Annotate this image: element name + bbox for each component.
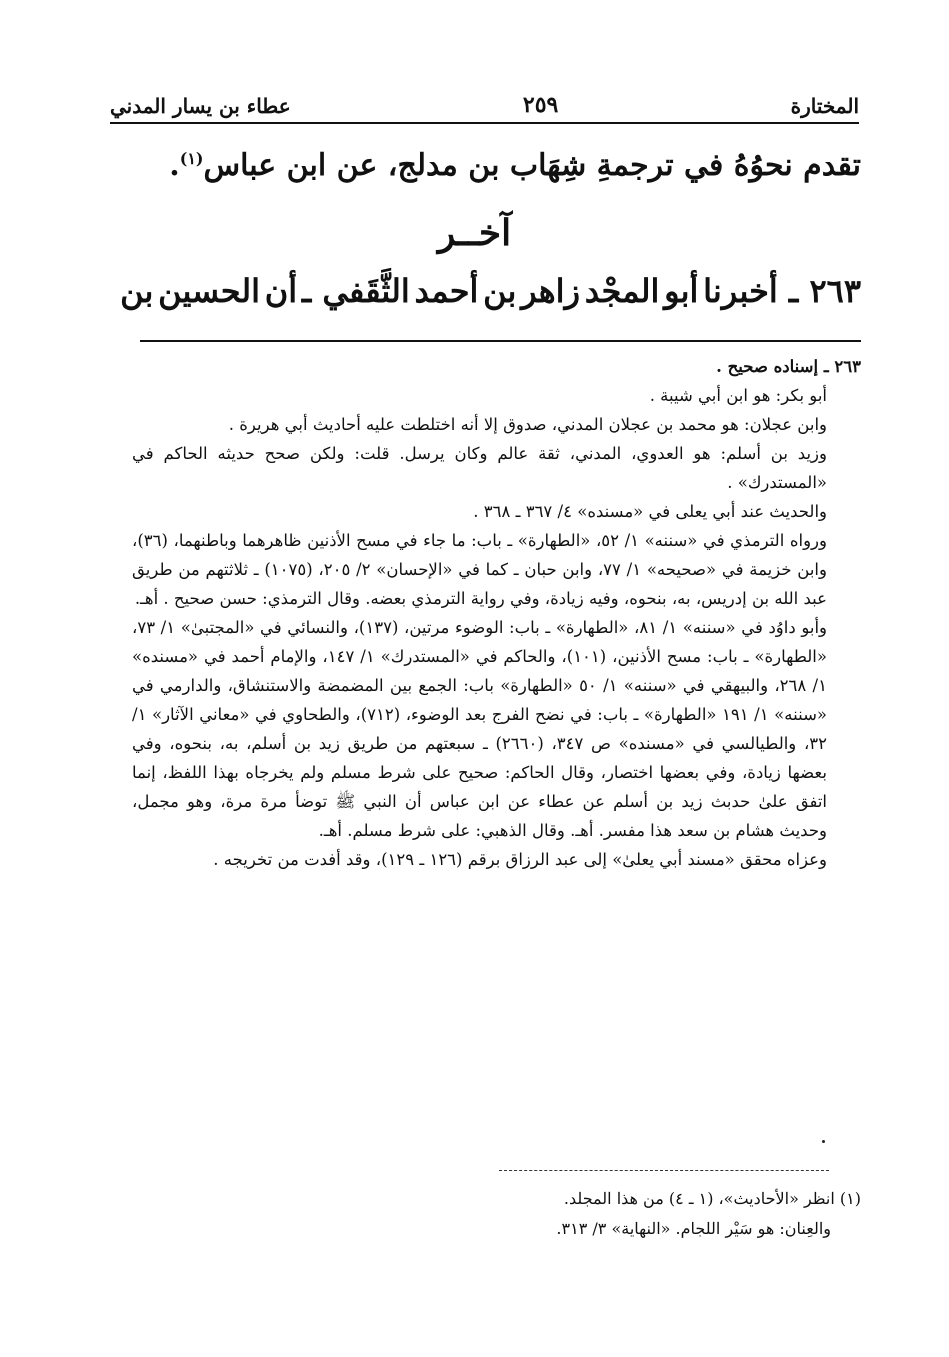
commentary-paragraph: والحديث عند أبي يعلى في «مسنده» ٤/ ٣٦٧ ـ ٣٦٨ .: [473, 502, 827, 521]
page-number: ٢٥٩: [522, 92, 559, 118]
commentary-paragraph: وابن عجلان: هو محمد بن عجلان المدني، صدوق إلا أنه اختلطت عليه أحاديث أبي هريرة .: [228, 415, 827, 434]
commentary-heading: ٢٦٣ ـ إسناده صحيح .: [716, 357, 861, 376]
intro-text: تقدم نحوُهُ في ترجمةِ شِهَاب بن مدلج، عن ابن عباس: [203, 148, 861, 183]
intro-end-mark: .: [169, 148, 180, 183]
hadith-word: الحسين: [158, 272, 260, 310]
header-divider: [110, 122, 859, 124]
commentary-paragraph: أبو بكر: هو ابن أبي شيبة .: [649, 386, 827, 405]
header-book-title: المختارة: [790, 94, 859, 118]
hadith-line: [120, 272, 861, 310]
hadith-word: أن: [264, 272, 298, 310]
hadith-word: بن: [120, 272, 154, 310]
commentary-paragraph: وعزاه محقق «مسند أبي يعلىٰ» إلى عبد الرزاق برقم (١٢٦ ـ ١٢٩)، وقد أفدت من تخريجه .: [213, 850, 827, 869]
text-divider: [140, 340, 861, 342]
footnote-item: (١) انظر «الأحاديث»، (١ ـ ٤) من هذا المجلد.: [563, 1189, 861, 1208]
intro-line: [169, 148, 861, 183]
hadith-word: أحمد: [414, 272, 479, 310]
footnotes-block: [300, 1184, 861, 1244]
hadith-word: المجْد: [584, 272, 660, 310]
section-title: [0, 212, 949, 254]
hadith-word: الثَّقَفي ـ: [301, 272, 410, 310]
commentary-block: [132, 352, 861, 874]
hadith-word: زاهر: [521, 272, 581, 310]
hadith-word: بن: [483, 272, 517, 310]
commentary-paragraph: ورواه الترمذي في «سننه» ١/ ٥٢، «الطهارة» ـ باب: ما جاء في مسح الأذنين ظاهرهما وباطنهما، (٣٦)، وابن خزيمة في «صحيحه» ١/ ٧٧، وابن حبان ـ كما في «الإحسان» ٢/ ٢٠٥، (١٠٧٥) ـ ثلاثتهم من طريق عبد الله بن إدريس، به، بنحوه، وفيه زيادة، وفي رواية الترمذي بعضه. وقال الترمذي: حسن صحيح . أهـ.: [132, 531, 827, 608]
footnote-divider: [499, 1170, 829, 1171]
hadith-word: ٢٦٣ ـ أخبرنا: [703, 272, 861, 310]
decorative-dot: [822, 1140, 825, 1143]
footnote-item: والعِنان: هو سَيْر اللجام. «النهاية» ٣/ ٣١٣.: [556, 1219, 831, 1238]
hadith-word: أبو: [664, 272, 699, 310]
footnote-ref: (١): [179, 149, 204, 168]
commentary-paragraph: وأبو داوُد في «سننه» ١/ ٨١، «الطهارة» ـ باب: الوضوء مرتين، (١٣٧)، والنسائي في «المجتبىٰ» ١/ ٧٣، «الطهارة» ـ باب: مسح الأذنين، (١٠١)، والحاكم في «المستدرك» ١/ ١٤٧، والإمام أحمد في «مسنده» ١/ ٢٦٨، والبيهقي في «سننه» ١/ ٥٠ «الطهارة» باب: الجمع بين المضمضة والاستنشاق، والدارمي في «سننه» ١/ ١٩١ «الطهارة» ـ باب: في نضح الفرج بعد الوضوء، (٧١٢)، والطحاوي في «معاني الآثار» ١/ ٣٢، والطيالسي في «مسنده» ص ٣٤٧، (٢٦٦٠) ـ سبعتهم من طريق زيد بن أسلم، به، بنحوه، وفي بعضها زيادة، وفي بعضها اختصار، وقال الحاكم: صحيح على شرط مسلم ولم يخرجاه بهذا اللفظ، إنما اتفق علىٰ حدبث زيد بن أسلم عن عطاء عن ابن عباس أن النبي ﷺ توضأ مرة مرة، وهو مجمل، وحديث هشام بن سعد هذا مفسر. أهـ. وقال الذهبي: على شرط مسلم. أهـ.: [132, 618, 827, 840]
header-chapter-title: عطاء بن يسار المدني: [110, 94, 291, 118]
commentary-paragraph: وزيد بن أسلم: هو العدوي، المدني، ثقة عالم وكان يرسل. قلت: ولكن صحح حديثه الحاكم في «المستدرك» .: [132, 444, 827, 492]
running-header: [110, 78, 859, 118]
section-title-text: آخــر: [437, 212, 512, 254]
